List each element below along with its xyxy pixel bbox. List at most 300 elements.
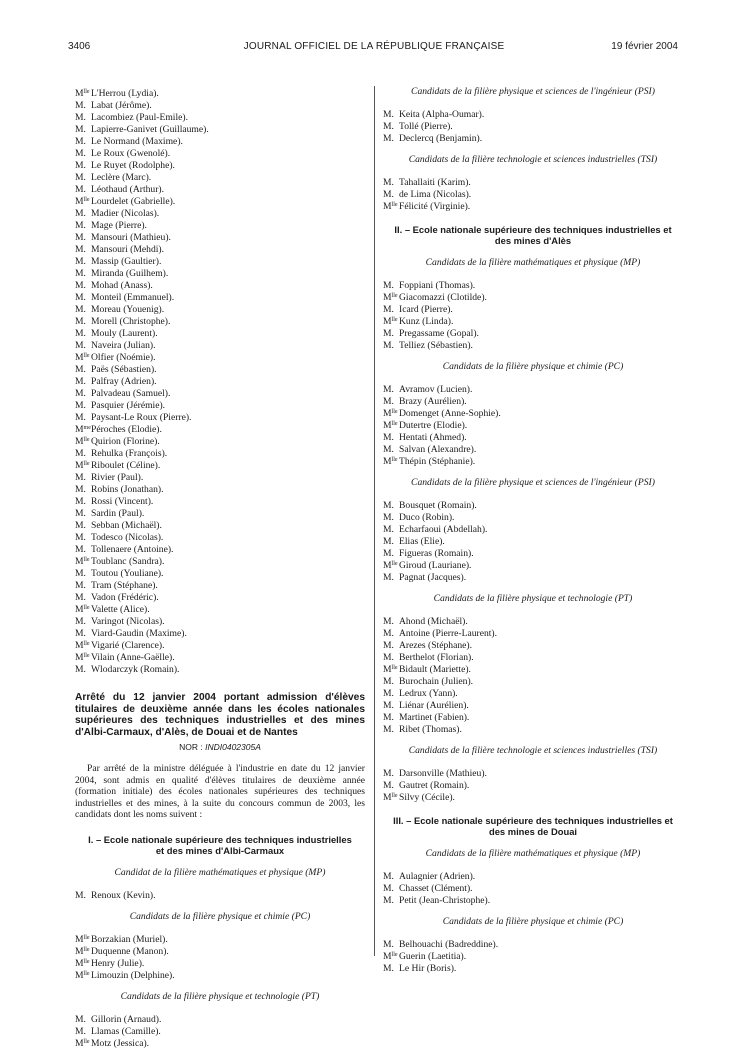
- list-item: [75, 1012, 365, 1024]
- list-item: [75, 398, 365, 410]
- list-item: [75, 968, 365, 980]
- list-item: [75, 146, 365, 158]
- list-item: [75, 218, 365, 230]
- civility-prefix: M.: [383, 280, 394, 291]
- list-item: [75, 326, 365, 338]
- civility-suffix: lle: [83, 946, 90, 953]
- civility-prefix: M.: [383, 768, 394, 779]
- civility-prefix: M.: [75, 364, 86, 375]
- list-item: [75, 110, 365, 122]
- list-item: [75, 266, 365, 278]
- candidate-name: Moreau (Youenig).: [91, 304, 165, 315]
- civility: [383, 199, 399, 213]
- candidate-name: Burochain (Julien).: [399, 676, 474, 687]
- civility-prefix: M.: [75, 328, 86, 339]
- civility-prefix: M.: [383, 724, 394, 735]
- candidate-name: Rossi (Vincent).: [91, 496, 154, 507]
- list-item: [75, 230, 365, 242]
- candidate-name: Declercq (Benjamin).: [399, 133, 483, 144]
- civility-prefix: M.: [383, 340, 394, 351]
- candidate-name: Henry (Julie).: [91, 957, 145, 969]
- filiere-heading-pt: Candidats de la filière physique et technologie (PT): [433, 593, 633, 604]
- candidate-name: Silvy (Cécile).: [399, 792, 455, 803]
- candidate-name: Ribet (Thomas).: [399, 724, 462, 735]
- civility-prefix: M: [383, 292, 392, 303]
- candidate-name: Tollé (Pierre).: [399, 121, 453, 132]
- filiere-heading-pc: Candidats de la filière physique et chimie (PC): [442, 916, 624, 927]
- list-item: [383, 314, 683, 326]
- list-item: [383, 869, 683, 881]
- list-item: [383, 686, 683, 698]
- candidate-name: Foppiani (Thomas).: [399, 280, 476, 291]
- list-item: [75, 602, 365, 614]
- civility-suffix: lle: [83, 653, 90, 659]
- civility-suffix: lle: [83, 353, 90, 359]
- list-item: [75, 1036, 365, 1048]
- civility: [75, 968, 91, 982]
- candidate-name: Llamas (Camille).: [91, 1025, 161, 1037]
- candidate-name: Ahond (Michaël).: [399, 616, 468, 627]
- filiere-heading-mp: Candidat de la filière mathématiques et physique (MP): [114, 866, 326, 878]
- civility-prefix: M.: [383, 652, 394, 663]
- civility-prefix: M.: [75, 232, 86, 243]
- candidate-name: Mage (Pierre).: [91, 220, 147, 231]
- list-item: [383, 698, 683, 710]
- civility: [383, 570, 399, 584]
- civility-prefix: M.: [75, 889, 86, 901]
- candidate-name: Sebban (Michaël).: [91, 520, 162, 531]
- civility-prefix: M.: [383, 676, 394, 687]
- candidate-name: Paës (Sébastien).: [91, 364, 157, 375]
- list-item: [75, 662, 365, 674]
- list-item: [383, 442, 683, 454]
- civility-prefix: M.: [75, 568, 86, 579]
- civility-prefix: M.: [75, 616, 86, 627]
- civility-suffix: lle: [83, 934, 90, 941]
- candidate-name: Quirion (Florine).: [91, 436, 160, 447]
- candidate-name: Sardin (Paul).: [91, 508, 145, 519]
- list-item: [383, 187, 683, 199]
- list-item: [383, 510, 683, 522]
- candidate-name: L'Herrou (Lydia).: [91, 88, 159, 99]
- candidate-name: Miranda (Guilhem).: [91, 268, 169, 279]
- section-title-ales: II. – Ecole nationale supérieure des techniques industrielles et des mines d'Alès: [394, 224, 672, 246]
- candidate-name: Icard (Pierre).: [399, 304, 453, 315]
- candidate-name: Le Normand (Maxime).: [91, 136, 183, 147]
- publication-date: 19 février 2004: [611, 41, 678, 52]
- civility-prefix: M: [75, 352, 84, 363]
- candidate-name: Duquenne (Manon).: [91, 945, 169, 957]
- civility: [383, 893, 399, 907]
- candidate-name: Palfray (Adrien).: [91, 376, 157, 387]
- candidate-name: Morell (Christophe).: [91, 316, 171, 327]
- candidate-name: Figueras (Romain).: [399, 548, 474, 559]
- civility-prefix: M.: [383, 895, 394, 906]
- civility-prefix: M: [383, 201, 392, 212]
- list-item: [383, 394, 683, 406]
- list-item: [383, 119, 683, 131]
- civility-prefix: M.: [75, 316, 86, 327]
- candidate-name: Tahallaiti (Karim).: [399, 177, 471, 188]
- civility-suffix: lle: [83, 970, 90, 977]
- civility-suffix: lle: [391, 665, 398, 671]
- civility-prefix: M.: [75, 136, 86, 147]
- civility-suffix: lle: [83, 605, 90, 611]
- civility-suffix: lle: [391, 952, 398, 958]
- candidate-name: Péroches (Elodie).: [91, 424, 162, 435]
- list-item: [75, 494, 365, 506]
- civility-prefix: M.: [383, 688, 394, 699]
- list-item: [75, 98, 365, 110]
- civility-prefix: M.: [383, 871, 394, 882]
- candidate-name: Hentati (Ahmed).: [399, 432, 467, 443]
- list-item: [75, 566, 365, 578]
- candidate-name: Lourdelet (Gabrielle).: [91, 196, 176, 207]
- civility-prefix: M.: [383, 133, 394, 144]
- journal-title: JOURNAL OFFICIEL DE LA RÉPUBLIQUE FRANÇAISE: [243, 41, 505, 52]
- list-item: [75, 626, 365, 638]
- candidate-name: Valette (Alice).: [91, 604, 150, 615]
- civility-prefix: M: [75, 652, 84, 663]
- candidate-name: Le Hir (Boris).: [399, 963, 457, 974]
- civility-prefix: M: [75, 88, 84, 99]
- civility-prefix: M.: [383, 883, 394, 894]
- civility-suffix: lle: [83, 197, 90, 203]
- candidate-name: Le Roux (Gwenolé).: [91, 148, 171, 159]
- list-item: [75, 170, 365, 182]
- civility-prefix: M.: [75, 172, 86, 183]
- candidate-name: Telliez (Sébastien).: [399, 340, 473, 351]
- civility: [383, 131, 399, 145]
- list-item: [383, 570, 683, 582]
- list-item: [75, 446, 365, 458]
- civility-suffix: lle: [83, 1038, 90, 1045]
- civility-prefix: M.: [75, 1025, 86, 1037]
- column-divider: [374, 86, 375, 956]
- civility-prefix: M.: [75, 268, 86, 279]
- civility-prefix: M.: [75, 412, 86, 423]
- list-item: [383, 558, 683, 570]
- candidate-name: Guerin (Laetitia).: [399, 951, 467, 962]
- list-item: [75, 302, 365, 314]
- list-item: [75, 386, 365, 398]
- list-item: [383, 638, 683, 650]
- list-item: [75, 530, 365, 542]
- candidate-name: Arezes (Stéphane).: [399, 640, 472, 651]
- candidate-name: Thépin (Stéphanie).: [399, 456, 476, 467]
- civility: [383, 338, 399, 352]
- civility-suffix: me: [83, 425, 91, 431]
- candidate-name: Borzakian (Muriel).: [91, 933, 168, 945]
- list-item: [383, 131, 683, 143]
- list-item: [75, 956, 365, 968]
- civility-prefix: M.: [75, 148, 86, 159]
- candidate-name: Vilain (Anne-Gaëlle).: [91, 652, 175, 663]
- name-list: [75, 932, 365, 980]
- civility-prefix: M.: [75, 592, 86, 603]
- candidate-name: Le Ruyet (Rodolphe).: [91, 160, 175, 171]
- intro-paragraph: Par arrêté de la ministre déléguée à l'industrie en date du 12 janvier 2004, sont admis en qualité d'élèves titulaires de deuxième année (formation initiale) des écoles nationales supérieures des techniques industrielles et des mines, à la suite du concours commun de 2003, les candidats dont les noms suivent :: [75, 763, 365, 820]
- candidate-name: Avramov (Lucien).: [399, 384, 473, 395]
- civility-prefix: M.: [75, 256, 86, 267]
- civility-suffix: lle: [391, 457, 398, 463]
- name-list: [383, 498, 683, 582]
- candidate-name: Salvan (Alexandre).: [399, 444, 477, 455]
- civility-prefix: M.: [383, 712, 394, 723]
- name-list: [383, 107, 683, 143]
- candidate-name: Monteil (Emmanuel).: [91, 292, 175, 303]
- civility-prefix: M: [75, 969, 84, 981]
- civility-prefix: M: [75, 196, 84, 207]
- civility-prefix: M: [75, 945, 84, 957]
- candidate-name: Liénar (Aurélien).: [399, 700, 469, 711]
- civility-prefix: M.: [383, 628, 394, 639]
- candidate-name: Dutertre (Elodie).: [399, 420, 468, 431]
- civility-prefix: M.: [75, 544, 86, 555]
- civility-prefix: M.: [75, 664, 86, 675]
- list-item: [75, 134, 365, 146]
- candidate-name: Brazy (Aurélien).: [399, 396, 467, 407]
- list-item: [75, 470, 365, 482]
- list-item: [75, 650, 365, 662]
- candidate-name: Palvadeau (Samuel).: [91, 388, 171, 399]
- list-item: [383, 534, 683, 546]
- candidate-name: Giacomazzi (Clotilde).: [399, 292, 487, 303]
- civility-prefix: M: [75, 604, 84, 615]
- list-item: [383, 338, 683, 350]
- filiere-heading-mp: Candidats de la filière mathématiques et physique (MP): [425, 848, 641, 859]
- civility-prefix: M.: [75, 400, 86, 411]
- candidate-name: Mansouri (Mehdi).: [91, 244, 165, 255]
- list-item: [383, 722, 683, 734]
- candidate-name: Pasquier (Jérémie).: [91, 400, 166, 411]
- left-column: [75, 86, 365, 1048]
- civility-prefix: M.: [75, 472, 86, 483]
- civility-prefix: M.: [383, 432, 394, 443]
- civility-prefix: M.: [75, 340, 86, 351]
- candidate-name: Vigarié (Clarence).: [91, 640, 165, 651]
- civility-prefix: M.: [383, 616, 394, 627]
- civility-prefix: M.: [383, 304, 394, 315]
- candidate-name: Chasset (Clément).: [399, 883, 473, 894]
- civility-prefix: M: [383, 456, 392, 467]
- civility-suffix: lle: [83, 437, 90, 443]
- candidate-name: Duco (Robin).: [399, 512, 455, 523]
- civility-prefix: M.: [383, 177, 394, 188]
- candidate-name: Rehulka (François).: [91, 448, 168, 459]
- candidate-name: Viard-Gaudin (Maxime).: [91, 628, 187, 639]
- list-item: [75, 254, 365, 266]
- list-item: [75, 944, 365, 956]
- civility-suffix: lle: [83, 89, 90, 95]
- candidate-name: Gautret (Romain).: [399, 780, 470, 791]
- candidate-name: Todesco (Nicolas).: [91, 532, 164, 543]
- civility-prefix: M.: [75, 508, 86, 519]
- candidate-name: Darsonville (Mathieu).: [399, 768, 487, 779]
- candidate-name: Elias (Elie).: [399, 536, 445, 547]
- civility-prefix: M: [383, 408, 392, 419]
- civility-prefix: M.: [75, 580, 86, 591]
- civility-prefix: M: [75, 1037, 84, 1049]
- list-item: [383, 430, 683, 442]
- candidate-name: Bidault (Mariette).: [399, 664, 471, 675]
- candidate-name: Tram (Stéphane).: [91, 580, 158, 591]
- civility-suffix: lle: [391, 317, 398, 323]
- civility-prefix: M.: [383, 384, 394, 395]
- civility-suffix: lle: [83, 958, 90, 965]
- civility-prefix: M.: [383, 396, 394, 407]
- filiere-heading-tsi: Candidats de la filière technologie et sciences industrielles (TSI): [408, 154, 658, 165]
- civility-prefix: M.: [75, 376, 86, 387]
- list-item: [383, 278, 683, 290]
- name-list: [383, 614, 683, 734]
- candidate-name: Antoine (Pierre-Laurent).: [399, 628, 498, 639]
- civility-prefix: M.: [75, 220, 86, 231]
- civility-prefix: M.: [75, 520, 86, 531]
- civility-prefix: M.: [383, 444, 394, 455]
- list-item: [75, 182, 365, 194]
- civility-suffix: lle: [391, 561, 398, 567]
- candidate-name: Wlodarczyk (Romain).: [91, 664, 180, 675]
- candidate-name: Olfier (Noémie).: [91, 352, 156, 363]
- civility-prefix: M.: [383, 700, 394, 711]
- candidate-name: Kunz (Linda).: [399, 316, 454, 327]
- filiere-heading-mp: Candidats de la filière mathématiques et physique (MP): [425, 257, 641, 268]
- right-column: [383, 86, 683, 973]
- candidate-name: Martinet (Fabien).: [399, 712, 470, 723]
- list-item: [75, 158, 365, 170]
- candidate-name: Félicité (Virginie).: [399, 201, 471, 212]
- list-item: [75, 242, 365, 254]
- list-item: [383, 522, 683, 534]
- civility: [75, 1036, 91, 1050]
- civility-prefix: M: [75, 424, 84, 435]
- candidate-name: Domenget (Anne-Sophie).: [399, 408, 501, 419]
- list-item: [383, 961, 683, 973]
- civility-prefix: M: [383, 664, 392, 675]
- list-item: [75, 932, 365, 944]
- list-item: [383, 454, 683, 466]
- list-item: [383, 382, 683, 394]
- list-item: [383, 662, 683, 674]
- name-list: [75, 1012, 365, 1048]
- candidate-name: Keita (Alpha-Oumar).: [399, 109, 485, 120]
- list-item: [75, 578, 365, 590]
- civility-prefix: M.: [75, 388, 86, 399]
- candidate-name: Lacombiez (Paul-Emile).: [91, 112, 188, 123]
- list-item: [75, 638, 365, 650]
- list-item: [383, 302, 683, 314]
- candidate-name: Paysant-Le Roux (Pierre).: [91, 412, 192, 423]
- civility-prefix: M.: [383, 939, 394, 950]
- civility-prefix: M.: [383, 548, 394, 559]
- civility-prefix: M: [383, 316, 392, 327]
- candidate-name: Giroud (Lauriane).: [399, 560, 472, 571]
- candidate-name: Motz (Jessica).: [91, 1037, 150, 1049]
- list-item: [383, 674, 683, 686]
- filiere-heading-psi: Candidats de la filière physique et sciences de l'ingénieur (PSI): [411, 86, 655, 97]
- civility: [383, 961, 399, 975]
- civility-prefix: M.: [75, 100, 86, 111]
- list-item: [75, 554, 365, 566]
- civility-suffix: lle: [391, 293, 398, 299]
- civility-prefix: M.: [383, 963, 394, 974]
- civility-suffix: lle: [391, 421, 398, 427]
- list-item: [75, 350, 365, 362]
- candidate-name: Echarfaoui (Abdellah).: [399, 524, 488, 535]
- civility-prefix: M.: [383, 328, 394, 339]
- civility-prefix: M.: [383, 500, 394, 511]
- nor-reference: [75, 741, 365, 753]
- list-item: [383, 107, 683, 119]
- section-title-albi: I. – Ecole nationale supérieure des techniques industrielles et des mines d'Albi-Carmaux: [88, 833, 352, 856]
- list-item: [383, 949, 683, 961]
- civility-prefix: M.: [383, 536, 394, 547]
- list-item: [75, 888, 365, 900]
- civility-prefix: M: [383, 951, 392, 962]
- civility-prefix: M: [383, 420, 392, 431]
- list-item: [75, 314, 365, 326]
- candidate-name: Massip (Gaultier).: [91, 256, 162, 267]
- page-number: 3406: [68, 41, 91, 52]
- civility-prefix: M.: [75, 1013, 86, 1025]
- candidate-name: Robins (Jonathan).: [91, 484, 164, 495]
- civility-prefix: M: [75, 640, 84, 651]
- candidate-name: Gillorin (Arnaud).: [91, 1013, 162, 1025]
- filiere-heading-pt: Candidats de la filière physique et technologie (PT): [120, 990, 320, 1002]
- section-title-douai: III. – Ecole nationale supérieure des techniques industrielles et des mines de Douai: [393, 815, 673, 837]
- list-item: [383, 893, 683, 905]
- civility-suffix: lle: [391, 202, 398, 208]
- name-list: [383, 175, 683, 211]
- list-item: [383, 418, 683, 430]
- list-item: [75, 374, 365, 386]
- list-item: [75, 458, 365, 470]
- civility-prefix: M: [75, 957, 84, 969]
- civility-prefix: M.: [75, 160, 86, 171]
- arrete-title: Arrêté du 12 janvier 2004 portant admission d'élèves titulaires de deuxième année dans les écoles nationales supérieures des techniques industrielles et des mines d'Albi-Carmaux, d'Alès, de Douai et de Nantes: [75, 692, 365, 738]
- list-item: [383, 406, 683, 418]
- list-item: [75, 590, 365, 602]
- candidate-name: Mouly (Laurent).: [91, 328, 158, 339]
- list-item: [75, 362, 365, 374]
- candidate-name: Petit (Jean-Christophe).: [399, 895, 491, 906]
- civility-prefix: M.: [383, 109, 394, 120]
- civility-prefix: M.: [75, 112, 86, 123]
- list-item: [383, 790, 683, 802]
- candidate-name: Mansouri (Mathieu).: [91, 232, 171, 243]
- candidate-name: Pregassame (Gopal).: [399, 328, 479, 339]
- filiere-heading-tsi: Candidats de la filière technologie et sciences industrielles (TSI): [408, 745, 658, 756]
- list-item: [383, 626, 683, 638]
- civility-prefix: M.: [75, 496, 86, 507]
- civility-prefix: M.: [383, 524, 394, 535]
- list-item: [75, 614, 365, 626]
- list-item: [75, 194, 365, 206]
- candidate-name: Bousquet (Romain).: [399, 500, 477, 511]
- list-item: [75, 542, 365, 554]
- candidate-name: de Lima (Nicolas).: [399, 189, 472, 200]
- candidate-name: Riboulet (Céline).: [91, 460, 161, 471]
- list-item: [383, 710, 683, 722]
- candidate-name: Léothaud (Arthur).: [91, 184, 164, 195]
- civility-prefix: M: [75, 933, 84, 945]
- candidate-name: Labat (Jérôme).: [91, 100, 152, 111]
- civility-prefix: M.: [75, 484, 86, 495]
- civility-prefix: M.: [383, 189, 394, 200]
- candidate-name: Vadon (Frédéric).: [91, 592, 159, 603]
- civility-suffix: lle: [391, 793, 398, 799]
